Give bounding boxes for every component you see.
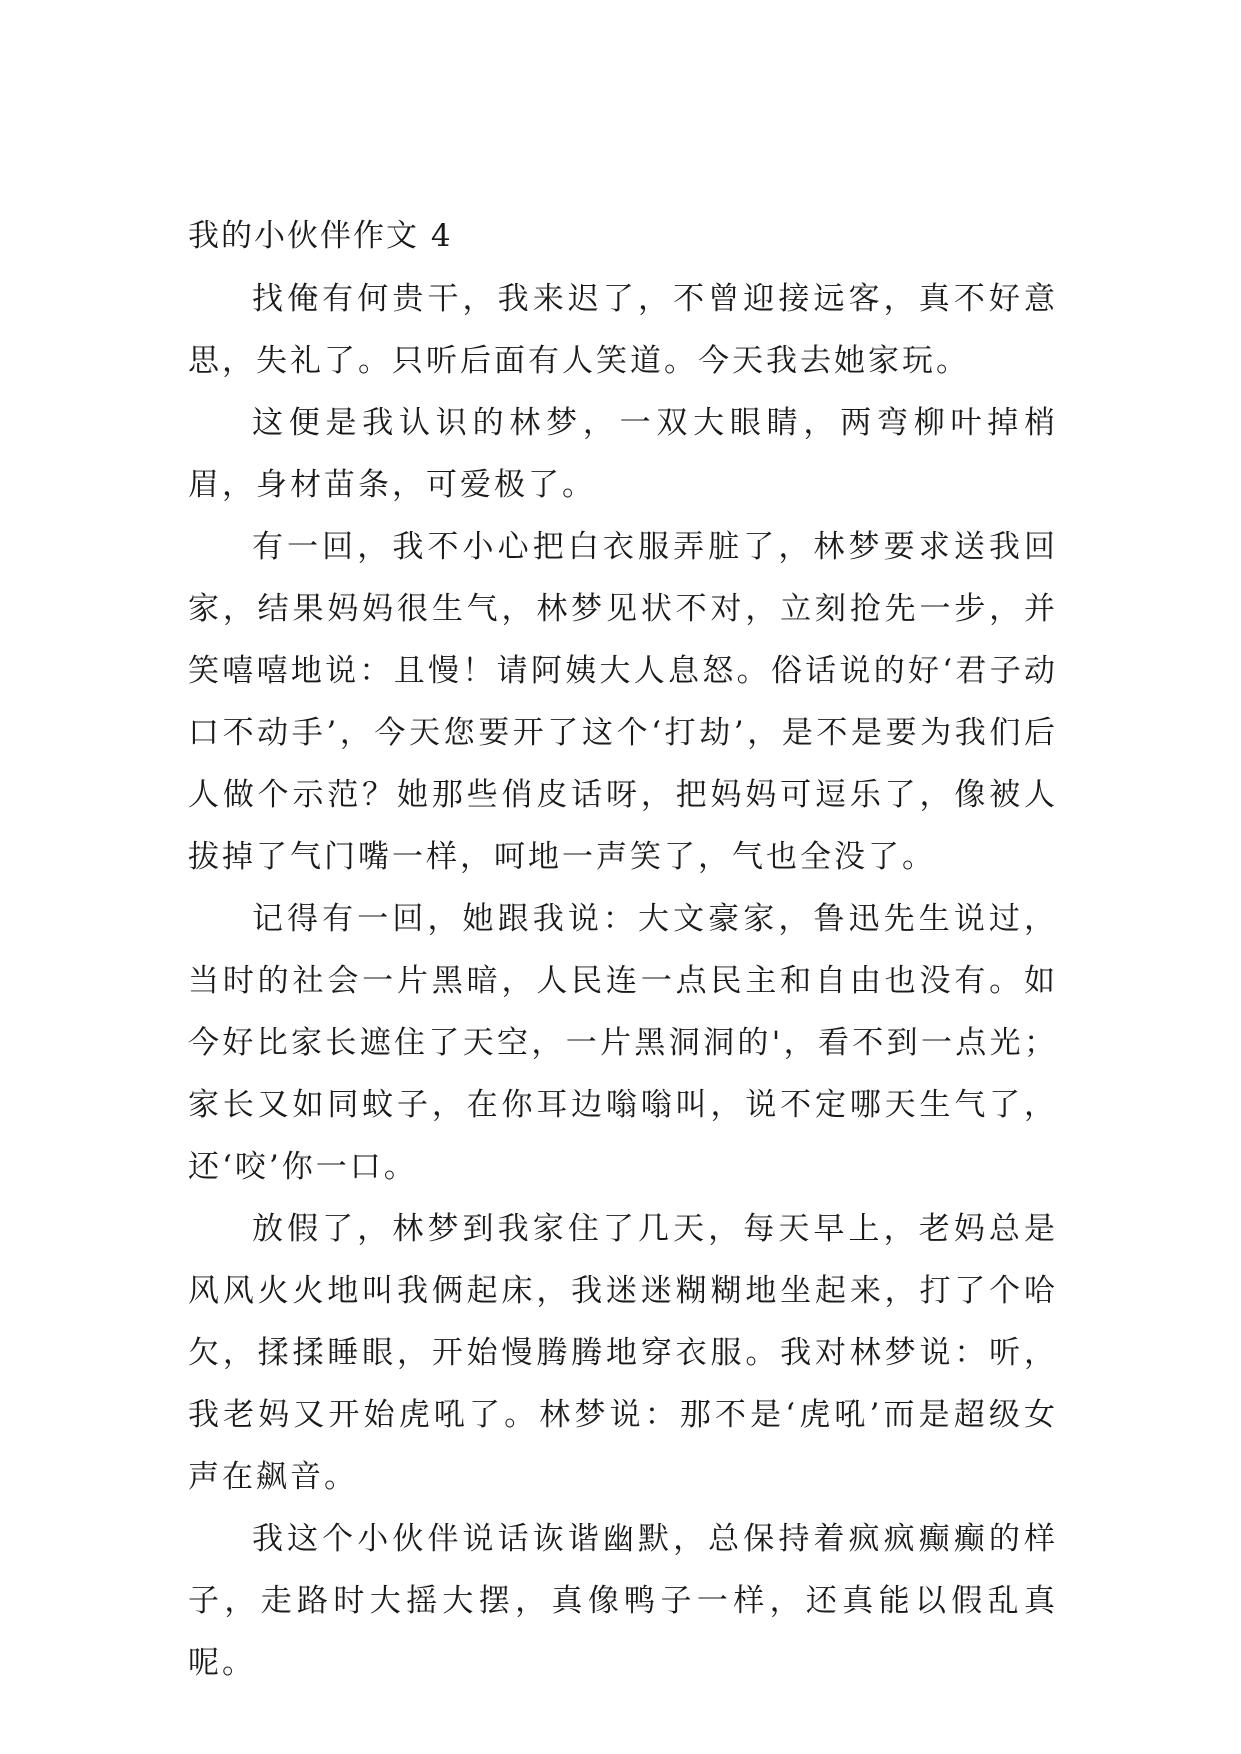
paragraph: 找俺有何贵干，我来迟了，不曾迎接远客，真不好意思，失礼了。只听后面有人笑道。今天我去她家玩。 [188,281,1058,379]
document-title: 我的小伙伴作文 4 [188,218,453,254]
paragraph: 这便是我认识的林梦，一双大眼睛，两弯柳叶掉梢眉，身材苗条，可爱极了。 [188,405,1058,503]
paragraph: 放假了，林梦到我家住了几天，每天早上，老妈总是风风火火地叫我俩起床，我迷迷糊糊地坐起来，打了个哈欠，揉揉睡眼，开始慢腾腾地穿衣服。我对林梦说：听，我老妈又开始虎吼了。林梦说：那不是‘虎吼’而是超级女声在飙音。 [188,1211,1058,1495]
document-body [188,214,1058,1694]
paragraph: 我这个小伙伴说话诙谐幽默，总保持着疯疯癫癫的样子，走路时大摇大摆，真像鸭子一样，还真能以假乱真呢。 [188,1521,1058,1681]
paragraph: 记得有一回，她跟我说：大文豪家，鲁迅先生说过，当时的社会一片黑暗，人民连一点民主和自由也没有。如今好比家长遮住了天空，一片黑洞洞的'，看不到一点光；家长又如同蚊子，在你耳边嗡嗡叫，说不定哪天生气了，还‘咬’你一口。 [188,901,1058,1185]
paragraph: 有一回，我不小心把白衣服弄脏了，林梦要求送我回家，结果妈妈很生气，林梦见状不对，立刻抢先一步，并笑嘻嘻地说：且慢！请阿姨大人息怒。俗话说的好‘君子动口不动手’，今天您要开了这个‘打劫’，是不是要为我们后人做个示范？她那些俏皮话呀，把妈妈可逗乐了，像被人拔掉了气门嘴一样，呵地一声笑了，气也全没了。 [188,529,1058,875]
